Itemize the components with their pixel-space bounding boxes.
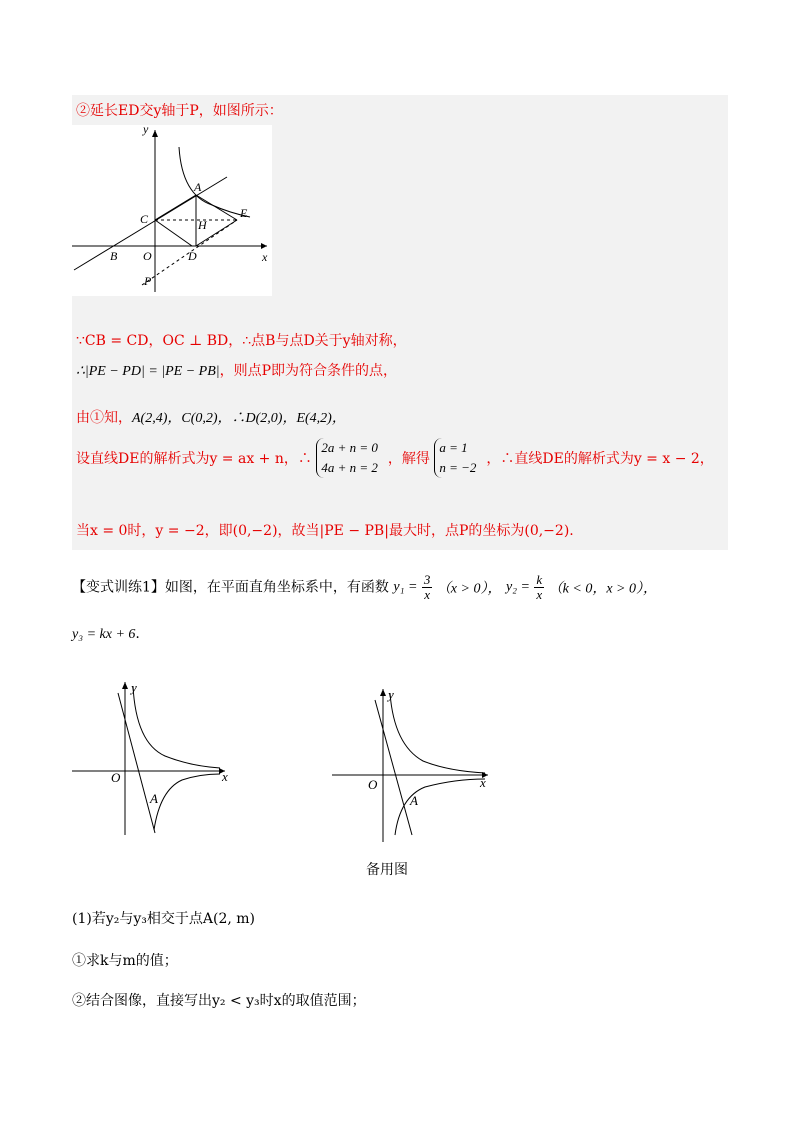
y2-fraction [534, 573, 544, 602]
abs-equation: ∴|PE − PD| = |PE − PB| [76, 364, 220, 379]
step2-intro: ②延长ED交y轴于P，如图所示： [76, 103, 283, 119]
y2-condition: （k < 0，x > 0）， [548, 581, 657, 597]
question-1b: ②结合图像，直接写出y₂ < y₃时x的取值范围； [72, 993, 366, 1009]
graph2-label-y: y [388, 687, 394, 702]
solution-block [72, 95, 728, 550]
system1-eq1: 2a + n = 0 [321, 440, 378, 455]
y2-lhs: y₂ = [505, 579, 530, 595]
fig-label-c: C [140, 212, 149, 226]
graph1-label-x: x [222, 769, 228, 784]
y2-num: k [536, 572, 543, 587]
fig-label-o: O [143, 249, 152, 263]
fig-label-e: E [240, 206, 248, 220]
figure-caption: 备用图 [366, 862, 408, 878]
line-solve-word: ，解得 [387, 451, 430, 467]
fig-label-x: x [262, 250, 268, 264]
fig-label-p: P [144, 274, 152, 288]
line-from1 [76, 407, 346, 427]
y1-fraction [422, 573, 433, 602]
system2-eq2: n = −2 [439, 460, 477, 475]
graph2-label-a: A [410, 793, 418, 808]
system-equations-2 [434, 438, 480, 478]
fig-label-b: B [110, 249, 118, 263]
line-when: 当x = 0时，y = −2，即(0,−2)，故当|PE − PB|最大时，点P的坐标为(0,−2). [76, 523, 574, 539]
graph1-label-y: y [131, 680, 137, 695]
graph-1 [70, 678, 232, 838]
question-1a: ①求k与m的值； [72, 953, 178, 969]
y1-num: 3 [423, 572, 431, 587]
graph2-label-x: x [480, 775, 486, 790]
y1-lhs: y₁ = [393, 579, 418, 595]
line-from1-prefix: 由①知， [76, 410, 132, 426]
y3-formula: y₃ = kx + 6 [72, 627, 136, 642]
fig-label-d: D [188, 249, 197, 263]
graph1-label-a: A [150, 791, 158, 806]
graph1-label-o: O [111, 770, 121, 785]
system-equations-1 [316, 438, 382, 478]
line-setup-prefix: 设直线DE的解析式为y = ax + n，∴ [76, 451, 312, 467]
y3-end: . [135, 626, 140, 642]
solution-figure [72, 125, 272, 296]
y3-line [72, 626, 140, 643]
line-setup [76, 438, 714, 478]
system1-eq2: 4a + n = 2 [321, 460, 378, 475]
line-therefore [76, 360, 397, 380]
question-1: (1)若y₂与y₃相交于点A(2, m) [72, 911, 255, 927]
line-because: ∵CB = CD，OC ⊥ BD，∴点B与点D关于y轴对称， [76, 333, 407, 349]
y1-den: x [424, 587, 430, 602]
fig-label-h: H [198, 218, 207, 232]
y1-condition: （x > 0）， [436, 581, 502, 597]
exercise-intro-line [72, 573, 657, 602]
system2-eq1: a = 1 [439, 440, 468, 455]
graph-2 [330, 685, 495, 845]
line-from1-points: A(2,4)，C(0,2)，∴D(2,0)，E(4,2)， [132, 411, 346, 426]
exercise-title: 【变式训练1】 [72, 579, 165, 596]
solution-figure-svg [72, 125, 272, 296]
exercise-intro: 如图，在平面直角坐标系中，有函数 [164, 579, 389, 596]
fig-label-a: A [194, 180, 202, 194]
fig-label-y: y [143, 125, 149, 136]
y2-den: x [536, 587, 543, 602]
line-therefore-text: ，则点P即为符合条件的点， [219, 363, 398, 379]
graph2-label-o: O [368, 777, 378, 792]
line-setup-suffix: ，∴直线DE的解析式为y = x − 2， [486, 451, 714, 467]
